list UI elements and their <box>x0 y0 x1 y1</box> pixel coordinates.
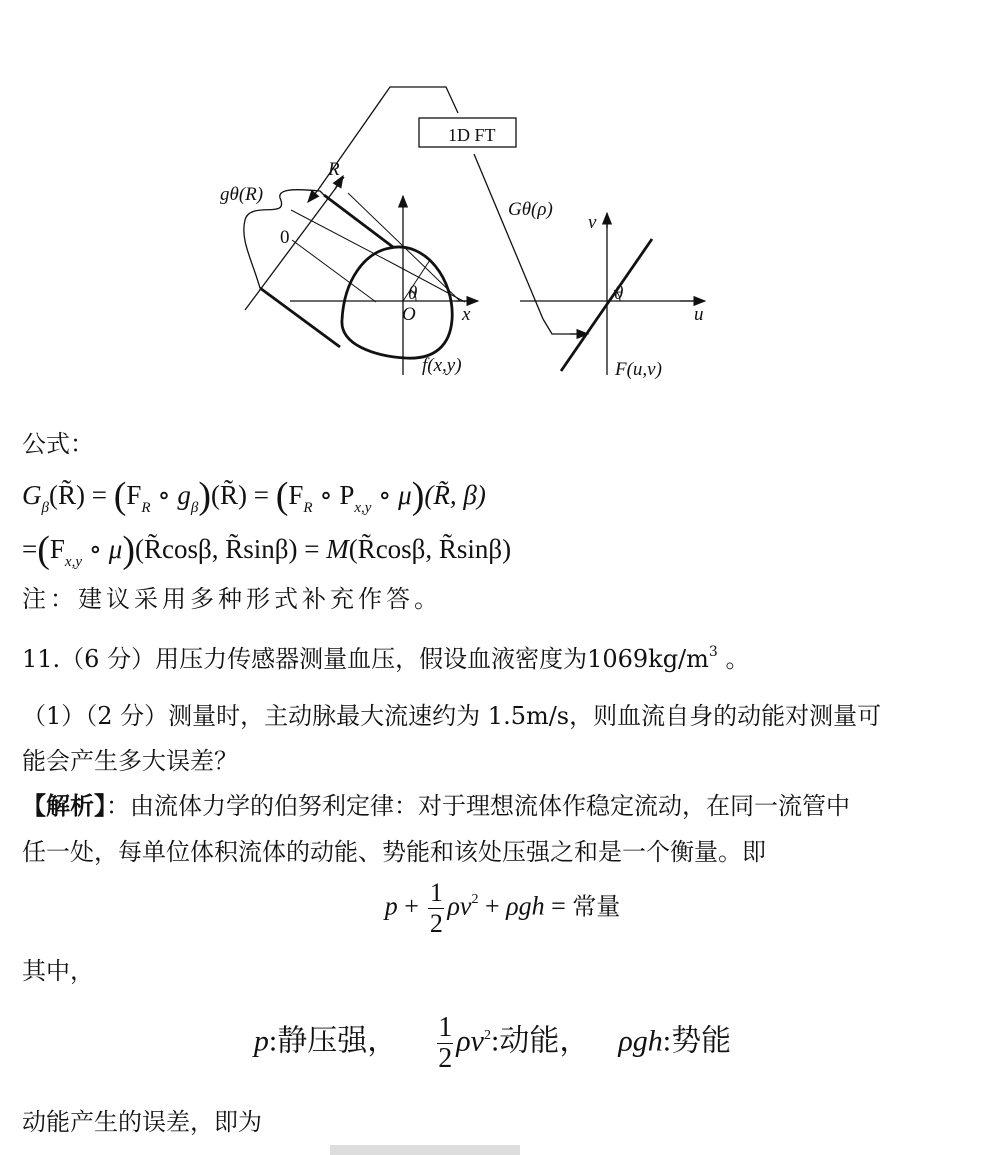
label-g-theta-r: gθ(R) <box>220 184 264 205</box>
op-F: F <box>126 480 142 510</box>
label-v-axis: v <box>588 212 597 233</box>
superscript: 3 <box>708 644 718 660</box>
paren-open: ( <box>37 529 50 571</box>
plus: + <box>478 891 507 921</box>
equals: = <box>22 534 38 564</box>
fraction-half <box>428 880 444 937</box>
squared: 2 <box>483 1028 491 1044</box>
circ: ∘ <box>150 480 178 510</box>
constant: 常量 <box>572 892 621 921</box>
paren-open: ( <box>113 475 127 517</box>
analysis-line-2: 任一处，每单位体积流体的动能、势能和该处压强之和是一个衡量。即 <box>22 838 766 866</box>
symbol-p: p <box>384 891 398 921</box>
sub-beta: β <box>190 500 199 516</box>
rho-g-h: ρgh <box>618 1024 663 1058</box>
rho-v: ρv <box>456 1024 484 1058</box>
label-u-axis: u <box>694 304 704 325</box>
sub-xy: x,y <box>64 554 82 570</box>
question-end: 。 <box>717 645 750 673</box>
conclusion: 动能产生的误差，即为 <box>22 1108 262 1136</box>
potential-energy: :势能 <box>662 1024 732 1058</box>
fraction-half <box>437 1012 453 1074</box>
args: (R̃cosβ, R̃sinβ) <box>134 534 298 564</box>
paren-open: ( <box>275 475 289 517</box>
squared: 2 <box>471 892 479 908</box>
label-x-axis: x <box>462 304 471 325</box>
label-zero: 0 <box>280 227 290 248</box>
formula-line-2 <box>22 530 511 570</box>
symbol-g: g <box>177 480 191 510</box>
formula-line-1 <box>22 476 486 516</box>
circ: ∘ <box>312 480 340 510</box>
box-label: 1D FT <box>448 125 496 145</box>
label-theta-left: θ <box>408 283 418 304</box>
analysis-tag: 【解析】 <box>22 791 106 820</box>
numerator: 1 <box>438 1012 453 1043</box>
subquestion-line-2: 能会产生多大误差？ <box>22 747 238 775</box>
analysis-text: ：由流体力学的伯努利定律：对于理想流体作稳定流动，在同一流管中 <box>106 792 850 820</box>
label-F-uv: F(u,v) <box>615 359 662 380</box>
sub-R: R <box>303 500 313 516</box>
watermark-fragment <box>330 1145 520 1155</box>
equals: = <box>246 480 276 510</box>
paren-close: ) <box>122 529 135 571</box>
kinetic-energy: :动能， <box>490 1024 590 1058</box>
analysis-line-1 <box>22 790 850 822</box>
label-f-xy: f(x,y) <box>422 355 462 376</box>
label-r-axis: R <box>328 159 340 180</box>
bernoulli-equation <box>0 880 1005 937</box>
arg-R-beta: (R̃, β) <box>424 480 486 510</box>
sub-beta: β <box>41 500 49 516</box>
circ: ∘ <box>371 480 399 510</box>
sub-xy: x,y <box>354 500 372 516</box>
formula-heading: 公式： <box>22 430 94 458</box>
arg-R: (R̃) <box>48 480 85 510</box>
where-label: 其中， <box>22 957 94 985</box>
radon-fourier-diagram <box>200 80 800 390</box>
label-G-theta-rho: Gθ(ρ) <box>508 199 553 220</box>
paren-close: ) <box>198 475 211 517</box>
paren-close: ) <box>411 475 425 517</box>
equals: = <box>544 891 573 921</box>
label-theta-right: θ <box>614 283 624 304</box>
symbol-p: p <box>253 1024 269 1058</box>
denominator: 2 <box>429 909 443 938</box>
symbol-M: M <box>326 534 349 564</box>
denominator: 2 <box>438 1043 453 1074</box>
static-pressure: :静压强， <box>268 1024 398 1058</box>
arg-R: (R̃) <box>210 480 247 510</box>
question-11 <box>22 643 749 679</box>
plus: + <box>397 891 426 921</box>
rho-v: ρv <box>447 891 472 921</box>
op-F: F <box>288 480 304 510</box>
numerator: 1 <box>429 878 443 907</box>
rho-g-h: ρgh <box>506 891 545 921</box>
circ: ∘ <box>82 534 109 564</box>
terms-definition <box>0 1012 995 1074</box>
question-number: 11. <box>22 645 61 673</box>
symbol-mu: μ <box>398 480 412 510</box>
args: (R̃cosβ, R̃sinβ) <box>348 534 512 564</box>
op-P: P <box>339 480 355 510</box>
equals: = <box>84 480 114 510</box>
subquestion-line-1: （1）（2 分）测量时，主动脉最大流速约为 1.5m/s，则血流自身的动能对测量可 <box>22 702 882 730</box>
op-F: F <box>49 534 65 564</box>
symbol-G: G <box>22 480 42 510</box>
note: 注：建议采用多种形式补充作答。 <box>22 585 442 613</box>
question-text: （6 分）用压力传感器测量血压，假设血液密度为1069kg/m <box>60 645 709 673</box>
sub-R: R <box>141 500 151 516</box>
equals: = <box>297 534 327 564</box>
label-origin: O <box>402 304 416 325</box>
symbol-mu: μ <box>108 534 123 564</box>
